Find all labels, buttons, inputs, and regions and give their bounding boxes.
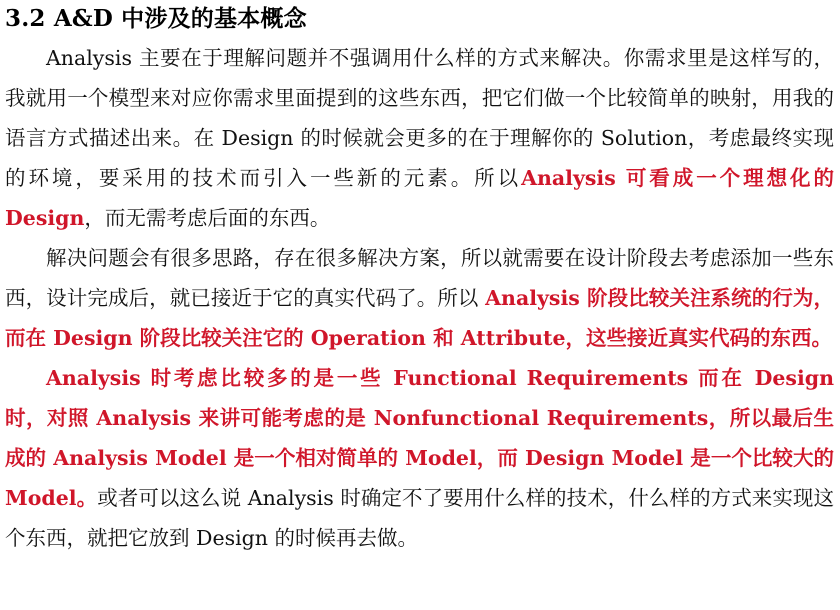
paragraph-requirements (5, 358, 834, 558)
paragraph-design-phase (5, 238, 834, 358)
paragraph-analysis-vs-design (5, 38, 834, 238)
text-segment: ，而无需考虑后面的东西。 (84, 206, 331, 230)
emphasis-segment: Analysis 阶段比较关注系统的行为，而在 Design 阶段比较关注它的 Operation 和 Attribute，这些接近真实代码的东西。 (5, 286, 834, 350)
emphasis-segment: Analysis 可看成一个理想化的 Design (5, 166, 834, 230)
emphasis-segment: Analysis 时考虑比较多的是一些 Functional Requirements 而在 Design 时，对照 Analysis 来讲可能考虑的是 Nonfunctional Requirements，所以最后生成的 Analysis Model 是一个相对简单的 Model，而 Design Model 是一个比较大的 Model。 (5, 366, 834, 510)
section-heading: 3.2 A&D 中涉及的基本概念 (5, 5, 307, 32)
text-segment: 解决问题会有很多思路，存在很多解决方案，所以就需要在设计阶段去考虑添加一些东西，设计完成后，就已接近于它的真实代码了。所以 (5, 246, 834, 310)
text-segment: 或者可以这么说 Analysis 时确定不了要用什么样的技术，什么样的方式来实现这个东西，就把它放到 Design 的时候再去做。 (5, 486, 835, 550)
text-segment: Analysis 主要在于理解问题并不强调用什么样的方式来解决。你需求里是这样写的，我就用一个模型来对应你需求里面提到的这些东西，把它们做一个比较简单的映射，用我的语言方式描述出来。在 Design 的时候就会更多的在于理解你的 Solution，考虑最终实现的环境，要采用的技术而引入一些新的元素。所以 (5, 46, 834, 190)
